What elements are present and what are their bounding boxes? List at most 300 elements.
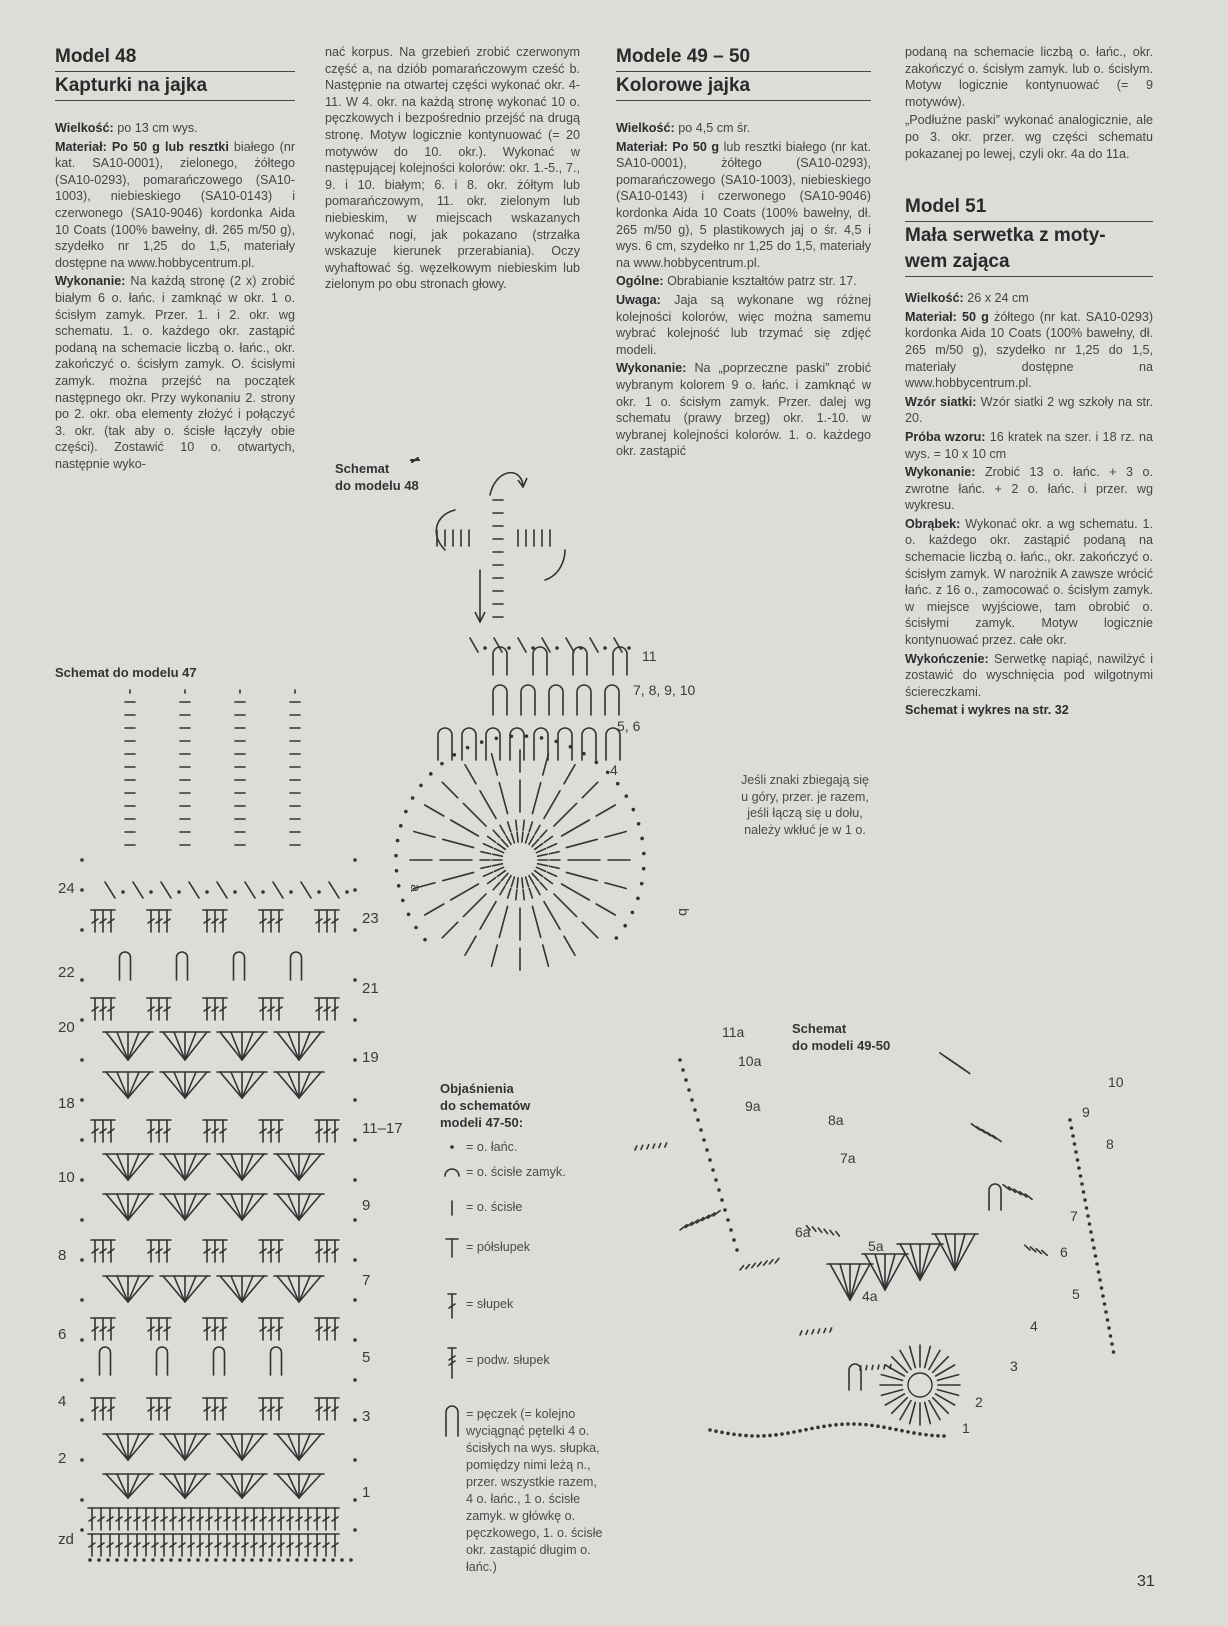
chain-dot <box>1080 1182 1084 1186</box>
legend-symbol-T <box>440 1229 464 1273</box>
diagram-model-49-50 <box>650 1000 1150 1460</box>
chain-dot <box>1101 1294 1105 1298</box>
fan-stitch <box>106 1434 128 1460</box>
ring-stitch <box>540 830 547 837</box>
legend-item-text: = o. ścisłe <box>466 1200 523 1214</box>
ring-stitch <box>493 882 500 889</box>
fan-stitch <box>242 1194 264 1220</box>
radial-dc <box>554 803 577 826</box>
chain-dot <box>80 978 84 982</box>
fan-stitch <box>128 1474 139 1498</box>
radial-dc <box>554 894 577 917</box>
chain-dot <box>642 852 646 856</box>
dc-group <box>635 1146 637 1150</box>
radial-sc <box>596 805 615 816</box>
ring-stitch <box>540 882 547 889</box>
chain-dot <box>510 735 514 739</box>
puff-stitch <box>438 728 452 760</box>
fan-stitch <box>277 1474 299 1498</box>
zigzag-mark <box>301 882 311 898</box>
row-number-4950: 3 <box>1010 1358 1018 1374</box>
fan-stitch <box>106 1474 128 1498</box>
chain-dot <box>804 1428 808 1432</box>
chain-dot <box>440 762 444 766</box>
chain-dot <box>750 1434 754 1438</box>
fan-stitch <box>220 1194 242 1220</box>
radial-dc <box>881 1375 902 1381</box>
fan-stitch <box>277 1276 299 1302</box>
chain-dot <box>452 753 456 757</box>
model49-material: Materiał: Po 50 g lub resztki białego (nr kat. SA10-0001), żółtego (SA10-0293), pomarańczowego (SA10-1003), niebieskiego (SA10-0143) i czerwonego (SA10-9046) kordonka Aida 10 Coats (100% bawełny, dł. 265 m/50 g), 5 plastikowych jaj o śr. 4,5 i wys. 6 cm, szydełko nr 1,25 do 1,5, materiały na www.hobbycentrum.pl. <box>616 139 872 270</box>
row-number-right: 1 <box>362 1484 371 1501</box>
chain-dot <box>80 888 84 892</box>
model51-mesh: Wzór siatki: Wzór siatki 2 wg szkoły na str. 20. <box>905 394 1153 426</box>
legend-item-text: = pęczek (= kolejno wyciągnąć pętelki 4 o. ścisłych na wys. słupka, pomiędzy nimi leżą n., przer. wszystkie razem, 4 o. łańc., 1 o. ścisłe zamyk. w główkę o. pęczkowego, 1. o. ścisłe okr. zastąpić długim o. łańc.) <box>466 1407 603 1574</box>
row-number-4950: 10a <box>738 1053 762 1069</box>
dc-group <box>665 1143 667 1147</box>
puff-stitch <box>510 728 524 760</box>
model49-note: Uwaga: Jaja są wykonane wg różnej kolejności kolorów, więc można samemu wybrać kolejność lub trzymać się zdjęć modeli. <box>616 292 871 357</box>
fan-stitch <box>106 1154 128 1180</box>
fan-stitch <box>288 1154 299 1180</box>
fan-stitch <box>288 1474 299 1498</box>
fan-stitch <box>231 1276 242 1302</box>
row-number-right: 9 <box>362 1197 371 1214</box>
fan-stitch <box>117 1032 128 1060</box>
chain-dot <box>353 1458 357 1462</box>
fan-stitch <box>299 1072 321 1098</box>
fan-stitch <box>128 1276 150 1302</box>
fan-stitch <box>174 1474 185 1498</box>
dc-group <box>830 1230 834 1234</box>
fan-stitch <box>163 1072 185 1098</box>
fan-stitch <box>185 1434 207 1460</box>
radial-sc <box>425 805 444 816</box>
row-number-48: 7, 8, 9, 10 <box>633 682 696 698</box>
chain-dot <box>1082 1190 1086 1194</box>
fan-stitch <box>185 1154 196 1180</box>
puff-stitch <box>486 728 500 760</box>
ring-stitch <box>493 864 503 866</box>
legend-arc-icon <box>445 1169 459 1176</box>
chain-dot <box>693 1108 697 1112</box>
fan-stitch <box>128 1032 150 1060</box>
fan-stitch <box>840 1264 850 1300</box>
chain-dot <box>395 869 399 873</box>
fan-stitch <box>163 1474 185 1498</box>
row-number-4950: 7 <box>1070 1208 1078 1224</box>
ring-stitch <box>501 839 508 846</box>
fan-stitch <box>220 1032 242 1060</box>
fan-stitch <box>185 1194 196 1220</box>
chain-dot <box>606 771 610 775</box>
model49-size: Wielkość: po 4,5 cm śr. <box>616 121 751 135</box>
fan-stitch <box>185 1154 207 1180</box>
dc-group <box>647 1145 649 1149</box>
row-number-right: 11–17 <box>362 1120 403 1137</box>
chain-dot <box>80 1098 84 1102</box>
chain-dot <box>720 1198 724 1202</box>
radial-sc <box>492 754 498 775</box>
model49-work: Wykonanie: Na „poprzeczne paski” zrobić wybranym kolorem 9 o. łańc. i zamknąć w okr. 1 o. ścisłym zamyk. Przer. dalej wg schematu (prawy brzeg) okr. 1.-10. w wybranej kolejności kolorów. 1. o. każdego okr. zastąpić <box>616 361 872 459</box>
fan-stitch <box>185 1194 207 1220</box>
chain-dot <box>912 1431 916 1435</box>
chain-dot <box>1085 1206 1089 1210</box>
chain-dot <box>840 1422 844 1426</box>
fan-stitch <box>231 1032 242 1060</box>
chain-dot <box>852 1422 856 1426</box>
puff-stitch <box>989 1184 1001 1210</box>
chain-dot <box>1074 1150 1078 1154</box>
fan-stitch <box>242 1276 253 1302</box>
radial-dc <box>562 820 590 836</box>
diagram48-group <box>394 458 645 970</box>
chain-dot <box>732 1238 736 1242</box>
chain-dot <box>429 772 433 776</box>
radial-sc <box>465 765 476 784</box>
model51-sample: Próba wzoru: 16 kratek na szer. i 18 rz. na wys. = 10 x 10 cm <box>905 429 1154 461</box>
radial-sc <box>582 922 598 938</box>
chain-dot <box>268 1558 272 1562</box>
row-number-left: pz <box>58 1532 74 1549</box>
model49-heading: Modele 49 – 50 <box>616 44 871 72</box>
model48-work-cont: nać korpus. Na grzebień zrobić czerwonym część a, na dziób pomarańczowym cześć b. Następnie na otwartej części wykonać okr. 4-11. W 4. okr. na każdą stronę wykonać 10 o. pęczkowych i bezpośrednio przejść na drugą stronę. Motyw logicznie kontynuować (= 20 motywów do 10. okr.). Wykonać w następującej kolejności kolorów: okr. 1.-5., 7., 9. i 10. białym; 6. i 8. okr. żółtym lub pomarańczowym, 11. okr. zielonym lub niebieskim, w miejscach wskazanych wykonać nogi, jak pokazano (strzałka wskazuje kierunek przerabiania). Oczy wyhaftować śg. węzełkowym niebieskim lub zielonym po obu stronach głowy. <box>325 45 580 292</box>
puff-stitch <box>271 1347 282 1375</box>
legend-title: Objaśnienia do schematów modeli 47-50: <box>440 1081 531 1130</box>
puff-stitch <box>533 647 547 675</box>
chain-dot <box>80 1178 84 1182</box>
fan-stitch <box>935 1234 955 1270</box>
row-number-right: 7 <box>362 1272 371 1289</box>
chain-dot <box>726 1432 730 1436</box>
puff-stitch <box>605 685 619 715</box>
ring-stitch <box>522 832 523 842</box>
chain-dot <box>708 1158 712 1162</box>
row-number-left: 18 <box>58 1095 75 1112</box>
chain-dot <box>353 1178 357 1182</box>
legend-puff-icon <box>446 1406 458 1436</box>
legend-symbol-tr <box>440 1342 464 1386</box>
fan-stitch <box>242 1474 264 1498</box>
chain-dot <box>690 1098 694 1102</box>
fan-stitch <box>299 1032 321 1060</box>
chain-dot <box>1094 1254 1098 1258</box>
row-number-left: 10 <box>58 1169 75 1186</box>
ring-stitch <box>544 836 552 842</box>
chain-dot <box>870 1424 874 1428</box>
chain-dot <box>205 890 209 894</box>
fan-stitch <box>128 1434 150 1460</box>
radial-dc <box>451 820 479 836</box>
chain-dot <box>250 1558 254 1562</box>
ring-stitch <box>500 886 505 895</box>
fan-stitch <box>128 1276 139 1302</box>
legend-dot-icon <box>450 1145 454 1149</box>
model51-ref: Schemat i wykres na str. 32 <box>905 703 1069 718</box>
ring-stitch <box>481 866 491 868</box>
fan-stitch <box>299 1276 321 1302</box>
fan-stitch <box>231 1194 242 1220</box>
fan-stitch <box>299 1154 310 1180</box>
fan-stitch <box>242 1072 253 1098</box>
fan-stitch <box>174 1434 185 1460</box>
chain-dot <box>918 1432 922 1436</box>
puff-stitch <box>157 1347 168 1375</box>
puff-stitch <box>493 647 507 675</box>
chain-dot <box>1112 1350 1116 1354</box>
chain-dot <box>80 1298 84 1302</box>
dc-group <box>1025 1245 1030 1250</box>
chain-dot <box>353 1098 357 1102</box>
chain-dot <box>1092 1246 1096 1250</box>
fan-stitch <box>106 1072 128 1098</box>
chain-dot <box>353 1138 357 1142</box>
radial-sc <box>605 832 626 838</box>
fan-stitch <box>117 1072 128 1098</box>
chain-dot <box>480 740 484 744</box>
chain-dot <box>603 646 607 650</box>
dc-group <box>824 1329 826 1333</box>
chain-dot <box>1068 1118 1072 1122</box>
chain-dot <box>80 1018 84 1022</box>
chain-dot <box>423 938 427 942</box>
chain-dot <box>353 928 357 932</box>
diagram-model-48 <box>415 460 745 1060</box>
chain-dot <box>582 752 586 756</box>
chain-dot <box>304 1558 308 1562</box>
radial-dc <box>443 872 474 880</box>
legend-item-text: = o. ścisłe zamyk. <box>466 1165 566 1179</box>
model49-work-cont-b: „Podłużne paski” wykonać analogicznie, ale po 3. okr. przer. wg części schematu pokazanej po lewej, czyli okr. 4a do 11a. <box>905 113 1153 161</box>
fan-stitch <box>277 1194 299 1220</box>
chain-dot <box>349 1558 353 1562</box>
chain-dot <box>394 854 398 858</box>
zigzag-mark <box>161 882 171 898</box>
fan-stitch <box>117 1276 128 1302</box>
ring-stitch <box>538 854 548 856</box>
model51-title-line1: Mała serwetka z moty- <box>905 225 1106 247</box>
chain-dot <box>196 1558 200 1562</box>
chain-dot <box>729 1228 733 1232</box>
chain-dot <box>1070 1126 1074 1130</box>
chain-dot <box>80 1498 84 1502</box>
fan-stitch <box>299 1474 310 1498</box>
ring-stitch <box>517 878 518 888</box>
legend-symbol-puff <box>440 1396 464 1440</box>
radial-dc <box>925 1402 931 1423</box>
page-number: 31 <box>1137 1573 1155 1590</box>
chain-dot <box>353 1298 357 1302</box>
chain-dot <box>696 1118 700 1122</box>
chain-dot <box>149 890 153 894</box>
ring-stitch <box>529 836 534 845</box>
ring-stitch <box>529 822 532 832</box>
chain-dot <box>313 1558 317 1562</box>
fan-stitch <box>231 1154 242 1180</box>
chain-dot <box>353 1058 357 1062</box>
fan-stitch <box>920 1244 930 1280</box>
fan-stitch <box>277 1154 299 1180</box>
radial-dc <box>451 884 479 900</box>
chain-dot <box>579 646 583 650</box>
fan-stitch <box>185 1072 207 1098</box>
chain-dot <box>531 646 535 650</box>
chain-dot <box>720 1431 724 1435</box>
row-number-4950: 9a <box>745 1098 761 1114</box>
fan-stitch <box>875 1254 885 1290</box>
chain-dot <box>345 890 349 894</box>
chain-dot <box>631 808 635 812</box>
radial-sc <box>605 883 626 889</box>
chain-dot <box>187 1558 191 1562</box>
chain-dot <box>259 1558 263 1562</box>
ring-stitch <box>526 833 529 843</box>
chain-dot <box>924 1433 928 1437</box>
chain-dot <box>723 1208 727 1212</box>
chain-dot <box>768 1434 772 1438</box>
fan-stitch <box>185 1032 196 1060</box>
chain-dot <box>864 1423 868 1427</box>
radial-dc <box>566 839 597 847</box>
ring-stitch <box>523 890 524 900</box>
chain-dot <box>708 1428 712 1432</box>
model48-size: Wielkość: po 13 cm wys. <box>55 121 198 135</box>
chain-dot <box>1107 1326 1111 1330</box>
chain-dot <box>631 911 635 915</box>
chain-dot <box>399 824 403 828</box>
dc-group <box>775 1258 779 1262</box>
chain-dot <box>414 926 418 930</box>
radial-sc <box>442 922 458 938</box>
radial-sc <box>425 904 444 915</box>
chain-dot <box>699 1128 703 1132</box>
row-number-left: 20 <box>58 1019 75 1036</box>
puff-stitch <box>613 647 627 675</box>
chain-dot <box>483 646 487 650</box>
chain-dot <box>792 1430 796 1434</box>
zigzag-mark <box>470 638 478 652</box>
fan-stitch <box>174 1194 185 1220</box>
radial-sc <box>543 945 549 966</box>
row-number-4950: 10 <box>1108 1074 1124 1090</box>
fan-stitch <box>128 1154 150 1180</box>
ring-stitch <box>511 833 514 843</box>
dc-group <box>641 1145 643 1149</box>
row-number-48: a <box>407 884 424 892</box>
chain-dot <box>678 1058 682 1062</box>
fan-stitch <box>242 1154 264 1180</box>
chain-dot <box>205 1558 209 1562</box>
fan-stitch <box>128 1072 150 1098</box>
chain-dot <box>930 1434 934 1438</box>
ring-stitch <box>511 877 514 887</box>
ring-stitch <box>494 849 503 853</box>
chain-dot <box>353 1338 357 1342</box>
chain-dot <box>717 1188 721 1192</box>
puff-stitch <box>577 685 591 715</box>
legend-item-text: = podw. słupek <box>466 1353 550 1367</box>
chain-dot <box>466 746 470 750</box>
chain-dot <box>1091 1238 1095 1242</box>
radial-sc <box>414 832 435 838</box>
chain-dot <box>637 822 641 826</box>
fan-stitch <box>174 1276 185 1302</box>
model48-work: Wykonanie: Na każdą stronę (2 x) zrobić białym 6 o. łańc. i zamknąć w okr. 1 o. ścisłym zamyk. Przer. 1. i 2. okr. wg schematu. 1. o. każdego okr. zastąpić podaną na schemacie liczbą o. łańc., okr. zakończyć o. ścisłym zamyk. O. ścisłymi zamyk. można przejść na początek następnego okr. Przy wykonaniu 2. strony po 2. okr. oba elementy złożyć i połączyć 3. okr. (tak aby o. ścisłe łączyły obie części). Zostawić 10 o. otwartych, następnie wyko- <box>55 274 296 471</box>
chain-dot <box>1098 1278 1102 1282</box>
chain-dot <box>177 890 181 894</box>
ring-stitch <box>506 836 511 845</box>
puff-stitch <box>462 728 476 760</box>
fan-stitch <box>900 1244 920 1280</box>
chain-dot <box>876 1424 880 1428</box>
fan-stitch <box>117 1434 128 1460</box>
fan-stitch <box>128 1194 139 1220</box>
fan-stitch <box>117 1194 128 1220</box>
ring-stitch <box>529 889 532 899</box>
row-number-4950: 11a <box>722 1024 745 1040</box>
row-number-4950: 1 <box>962 1420 970 1436</box>
zigzag-mark <box>217 882 227 898</box>
fan-stitch <box>163 1154 185 1180</box>
fan-stitch <box>277 1072 299 1098</box>
fan-stitch <box>185 1474 196 1498</box>
chain-dot <box>595 760 599 764</box>
chain-dot <box>687 1088 691 1092</box>
puff-stitch <box>549 685 563 715</box>
chain-dot <box>286 1558 290 1562</box>
chain-dot <box>115 1558 119 1562</box>
model48-heading: Model 48 <box>55 44 295 72</box>
center-ring <box>908 1373 932 1397</box>
dc-group <box>992 1135 1001 1141</box>
chain-dot <box>900 1429 904 1433</box>
radial-dc <box>937 1390 958 1396</box>
row-number-left: 6 <box>58 1326 67 1343</box>
dc-group <box>812 1227 816 1231</box>
chain-dot <box>340 1558 344 1562</box>
chain-dot <box>756 1434 760 1438</box>
chain-dot <box>322 1558 326 1562</box>
ring-stitch <box>532 839 539 846</box>
chain-dot <box>232 1558 236 1562</box>
row-number-4950: 6a <box>795 1224 811 1240</box>
chain-dot <box>1095 1262 1099 1266</box>
ring-stitch <box>494 867 503 871</box>
ring-stitch <box>547 844 556 848</box>
chain-dot <box>525 734 529 738</box>
chain-dot <box>1083 1198 1087 1202</box>
chain-dot <box>353 1018 357 1022</box>
model49-title: Kolorowe jajka <box>616 73 871 101</box>
fan-stitch <box>277 1032 299 1060</box>
fan-stitch <box>220 1072 242 1098</box>
chain-dot <box>1079 1174 1083 1178</box>
ring-stitch <box>535 844 543 850</box>
fan-stitch <box>885 1254 895 1290</box>
ring-stitch <box>483 844 492 848</box>
fan-stitch <box>242 1474 253 1498</box>
ring-stitch <box>547 872 556 876</box>
ring-stitch <box>516 820 517 830</box>
chain-dot <box>702 1138 706 1142</box>
chain-dot <box>786 1431 790 1435</box>
schema47-label: Schemat do modelu 47 <box>55 665 197 680</box>
chain-dot <box>738 1433 742 1437</box>
chain-dot <box>411 796 415 800</box>
puff-stitch <box>558 728 572 760</box>
chain-dot <box>407 913 411 917</box>
fan-stitch <box>850 1264 860 1300</box>
